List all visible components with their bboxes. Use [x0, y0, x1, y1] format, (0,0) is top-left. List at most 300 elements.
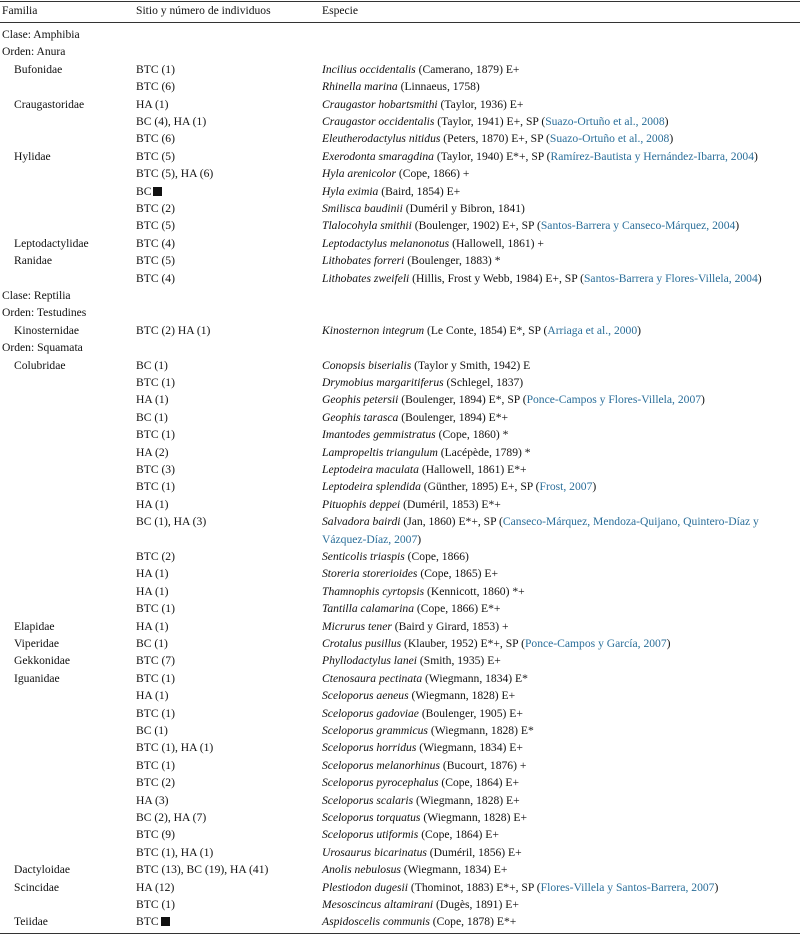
site-text: BTC (5): [136, 149, 175, 163]
table-row: [0, 548, 800, 565]
site-cell: [136, 357, 168, 374]
species-authority: (Duméril y Bibron, 1841): [402, 202, 525, 215]
reference-link[interactable]: Ponce-Campos y Flores-Villela, 2007: [526, 393, 702, 407]
species-authority: (Wiegmann, 1834) E+: [416, 741, 523, 755]
closing-paren: ): [735, 219, 740, 233]
scientific-name: Sceloporus grammicus: [322, 724, 428, 737]
header-especie: Especie: [322, 4, 359, 17]
site-cell: [136, 496, 169, 513]
species-authority: (Taylor y Smith, 1942) E: [411, 358, 531, 372]
species-cell: [322, 235, 544, 252]
species-cell: [322, 792, 520, 809]
scientific-name: Hyla eximia: [322, 184, 379, 198]
site-text: BTC (4): [136, 236, 175, 250]
site-cell: [136, 548, 175, 565]
site-text: BTC (2): [136, 202, 175, 215]
species-cell: [322, 531, 421, 548]
family-cell: Orden: Squamata: [2, 341, 83, 355]
species-authority: (Camerano, 1879) E+: [415, 62, 520, 76]
scientific-name: Phyllodactylus lanei: [322, 654, 417, 668]
table-row: [0, 409, 800, 426]
family-cell: Dactyloidae: [14, 863, 71, 877]
site-cell: [136, 78, 175, 95]
species-authority: (Wiegmann, 1828) E+: [413, 793, 520, 807]
species-authority: (Dugès, 1891) E+: [433, 898, 519, 911]
species-cell: [322, 374, 523, 391]
table-row: [0, 183, 800, 200]
species-cell: [322, 165, 469, 182]
site-text: BC (1): [136, 637, 168, 650]
site-text: BC (2), HA (7): [136, 811, 207, 824]
species-cell: [322, 618, 509, 635]
scientific-name: Thamnophis cyrtopsis: [322, 584, 425, 598]
species-cell: [322, 565, 498, 582]
reference-link[interactable]: Canseco-Márquez, Mendoza-Quijano, Quintero-Díaz y: [502, 515, 759, 529]
scientific-name: Lampropeltis triangulum: [322, 445, 438, 459]
table-row: [0, 792, 800, 809]
species-authority: (Le Conte, 1854) E*, SP (: [424, 323, 548, 337]
table-row: [0, 896, 800, 913]
table-row: [0, 496, 800, 513]
scientific-name: Incilius occidentalis: [322, 62, 416, 76]
site-cell: [136, 861, 268, 878]
site-text: BTC (1), HA (1): [136, 741, 214, 755]
species-authority: (Cope, 1866): [404, 550, 469, 563]
scientific-name: Leptodeira maculata: [322, 463, 419, 476]
family-cell: Clase: Reptilia: [2, 289, 71, 302]
site-text: HA (12): [136, 880, 175, 894]
species-cell: [322, 670, 528, 687]
species-authority: (Hallowell, 1861) +: [449, 236, 544, 250]
site-text: HA (1): [136, 497, 169, 511]
family-cell: Viperidae: [14, 637, 60, 650]
reference-link[interactable]: Ramírez-Bautista y Hernández-Ibarra, 2004: [550, 149, 754, 163]
table-row: [0, 687, 800, 704]
species-authority: (Baird, 1854) E+: [378, 184, 461, 198]
site-cell: [136, 565, 169, 582]
species-authority: (Cope, 1878) E*+: [429, 915, 517, 929]
site-cell: [136, 757, 175, 774]
species-cell: [322, 774, 519, 791]
site-text: BTC (13), BC (19), HA (41): [136, 863, 269, 877]
site-text: BC: [136, 184, 152, 198]
site-text: BTC (1): [136, 671, 175, 685]
table-row: [0, 583, 800, 600]
species-cell: [322, 357, 530, 374]
species-cell: [322, 722, 534, 739]
reference-link[interactable]: Suazo-Ortuño et al., 2008: [545, 115, 665, 128]
site-cell: [136, 113, 206, 130]
site-text: BTC (3): [136, 463, 175, 476]
scientific-name: Senticolis triaspis: [322, 550, 405, 563]
family-cell: Leptodactylidae: [14, 236, 89, 250]
species-cell: [322, 879, 718, 896]
table-row: [0, 844, 800, 861]
species-cell: [322, 583, 525, 600]
species-authority: (Klauber, 1952) E*+, SP (: [401, 637, 525, 650]
reference-link[interactable]: Flores-Villela y Santos-Barrera, 2007: [540, 880, 715, 894]
scientific-name: Geophis petersii: [322, 393, 399, 407]
table-row: [0, 391, 800, 408]
site-cell: [136, 96, 169, 113]
species-authority: (Kennicott, 1860) *+: [424, 584, 525, 598]
site-cell: [136, 687, 169, 704]
site-cell: [136, 374, 175, 391]
family-cell: Iguanidae: [14, 671, 60, 685]
site-text: BC (1): [136, 724, 168, 737]
scientific-name: Exerodonta smaragdina: [322, 149, 434, 163]
species-cell: [322, 635, 671, 652]
scientific-name: Conopsis biserialis: [322, 358, 412, 372]
species-authority: (Bucourt, 1876) +: [439, 758, 527, 772]
table-row: [0, 270, 800, 287]
species-cell: [322, 96, 523, 113]
family-cell: Bufonidae: [14, 62, 63, 76]
site-cell: [136, 130, 175, 147]
species-authority: (Wiegmann, 1828) E+: [420, 811, 527, 824]
table-row: [0, 670, 800, 687]
black-square-icon: [161, 917, 170, 926]
site-cell: [136, 792, 169, 809]
species-authority: (Jan, 1860) E*+, SP (: [400, 515, 503, 529]
species-cell: [322, 426, 508, 443]
species-cell: [322, 200, 525, 217]
scientific-name: Drymobius margaritiferus: [322, 376, 444, 389]
reference-link[interactable]: Santos-Barrera y Canseco-Márquez, 2004: [540, 219, 736, 233]
table-row: [0, 600, 800, 617]
family-cell: Hylidae: [14, 149, 51, 163]
species-cell: [322, 548, 469, 565]
species-authority: (Wiegmann, 1834) E*: [422, 671, 528, 685]
table-row: [0, 78, 800, 95]
species-authority: (Taylor, 1941) E+, SP (: [434, 115, 546, 128]
reference-link[interactable]: Arriaga et al., 2000: [547, 323, 638, 337]
species-authority: (Smith, 1935) E+: [416, 654, 501, 668]
species-cell: [322, 217, 739, 234]
site-text: BTC: [136, 915, 159, 929]
table-row: [0, 826, 800, 843]
closing-paren: ): [592, 480, 597, 494]
scientific-name: Ctenosaura pectinata: [322, 671, 423, 685]
species-authority: (Cope, 1864) E+: [418, 828, 499, 842]
species-authority: (Cope, 1866) +: [395, 167, 470, 181]
table-row: [0, 43, 800, 60]
scientific-name: Leptodeira splendida: [322, 480, 421, 494]
site-text: BTC (1): [136, 898, 175, 911]
site-text: BTC (5), HA (6): [136, 167, 214, 181]
table-row: [0, 444, 800, 461]
site-cell: [136, 826, 175, 843]
site-text: BTC (1): [136, 376, 175, 389]
table-row: [0, 513, 800, 530]
species-authority: (Boulenger, 1883) *: [404, 254, 501, 268]
site-cell: [136, 583, 169, 600]
family-cell: Teiidae: [14, 915, 48, 929]
site-text: BC (1): [136, 410, 168, 424]
table-row: [0, 565, 800, 582]
scientific-name: Leptodactylus melanonotus: [322, 236, 450, 250]
site-text: BTC (1), HA (1): [136, 845, 214, 859]
family-cell: Colubridae: [14, 358, 66, 372]
scientific-name: Rhinella marina: [322, 80, 398, 94]
species-cell: [322, 496, 501, 513]
table-row: [0, 357, 800, 374]
species-authority: (Schlegel, 1837): [443, 376, 524, 389]
site-cell: [136, 235, 175, 252]
site-text: HA (1): [136, 584, 169, 598]
closing-paren: ): [669, 132, 674, 146]
site-text: HA (1): [136, 567, 169, 581]
species-authority: (Baird y Girard, 1853) +: [391, 619, 509, 633]
site-text: HA (3): [136, 793, 169, 807]
site-cell: [136, 444, 169, 461]
table-row: [0, 339, 800, 356]
family-cell: Clase: Amphibia: [2, 28, 80, 41]
table-row: [0, 635, 800, 652]
scientific-name: Sceloporus gadoviae: [322, 706, 419, 720]
header-sitio: Sitio y número de individuos: [136, 4, 271, 17]
site-cell: [136, 670, 175, 687]
reference-link[interactable]: Vázquez-Díaz, 2007: [322, 532, 418, 546]
table-row: [0, 722, 800, 739]
species-authority: (Wiegmann, 1828) E+: [408, 689, 516, 703]
scientific-name: Anolis nebulosus: [322, 863, 401, 877]
species-cell: [322, 252, 501, 269]
black-square-icon: [153, 187, 162, 196]
species-authority: (Thominot, 1883) E*+, SP (: [407, 880, 541, 894]
scientific-name: Kinosternon integrum: [322, 323, 425, 337]
site-cell: [136, 165, 213, 182]
table-row: [0, 739, 800, 756]
closing-paren: ): [664, 115, 669, 128]
species-cell: [322, 478, 596, 495]
family-cell: Orden: Anura: [2, 45, 66, 59]
scientific-name: Crotalus pusillus: [322, 637, 402, 650]
site-text: BC (1), HA (3): [136, 515, 207, 529]
family-cell: Craugastoridae: [14, 97, 85, 111]
scientific-name: Hyla arenicolor: [322, 167, 396, 181]
site-cell: [136, 652, 175, 669]
site-cell: [136, 774, 175, 791]
site-text: BTC (1): [136, 706, 175, 720]
family-cell: Scincidae: [14, 880, 60, 894]
species-cell: [322, 826, 499, 843]
site-cell: [136, 200, 175, 217]
table-row: [0, 374, 800, 391]
site-cell: [136, 426, 175, 443]
species-cell: [322, 444, 531, 461]
site-cell: [136, 809, 206, 826]
reference-link[interactable]: Ponce-Campos y García, 2007: [524, 637, 667, 650]
site-cell: [136, 879, 174, 896]
species-authority: (Taylor, 1940) E*+, SP (: [433, 149, 551, 163]
scientific-name: Sceloporus scalaris: [322, 793, 414, 807]
site-text: BTC (6): [136, 80, 175, 94]
species-authority: (Cope, 1865) E+: [417, 567, 499, 581]
reference-link[interactable]: Santos-Barrera y Flores-Villela, 2004: [583, 271, 758, 285]
site-cell: [136, 913, 170, 930]
species-cell: [322, 513, 759, 530]
species-authority: (Duméril, 1853) E*+: [400, 497, 501, 511]
scientific-name: Pituophis deppei: [322, 497, 401, 511]
table-row: [0, 96, 800, 113]
reference-link[interactable]: Suazo-Ortuño et al., 2008: [549, 132, 670, 146]
closing-paren: ): [637, 323, 642, 337]
table-row: [0, 705, 800, 722]
scientific-name: Tantilla calamarina: [322, 602, 415, 616]
table-row: [0, 757, 800, 774]
scientific-name: Aspidoscelis communis: [322, 915, 430, 929]
site-cell: [136, 270, 175, 287]
species-authority: (Boulenger, 1902) E+, SP (: [411, 219, 541, 233]
site-cell: [136, 61, 175, 78]
table-row: [0, 531, 800, 548]
site-text: BC (1): [136, 358, 168, 372]
site-text: BTC (2): [136, 776, 175, 790]
site-text: BTC (4): [136, 271, 175, 285]
species-cell: [322, 78, 480, 95]
header-familia: Familia: [2, 4, 38, 17]
table-row: [0, 148, 800, 165]
species-authority: (Duméril, 1856) E+: [426, 845, 522, 859]
scientific-name: Sceloporus utiformis: [322, 828, 419, 842]
site-cell: [136, 148, 175, 165]
species-cell: [322, 322, 641, 339]
site-cell: [136, 600, 175, 617]
site-cell: [136, 618, 169, 635]
site-text: BTC (5): [136, 254, 175, 268]
closing-paren: ): [701, 393, 705, 407]
species-authority: (Wiegmann, 1834) E+: [400, 863, 508, 877]
species-authority: (Cope, 1864) E+: [438, 776, 520, 790]
species-cell: [322, 61, 519, 78]
closing-paren: ): [757, 271, 762, 285]
species-cell: [322, 270, 762, 287]
species-cell: [322, 913, 516, 930]
site-text: BTC (1): [136, 62, 175, 76]
species-cell: [322, 757, 526, 774]
table-row: [0, 252, 800, 269]
site-cell: [136, 183, 162, 200]
family-cell: Elapidae: [14, 619, 55, 633]
species-authority: (Linnaeus, 1758): [397, 80, 480, 94]
site-cell: [136, 409, 168, 426]
scientific-name: Craugastor occidentalis: [322, 115, 435, 128]
species-cell: [322, 705, 523, 722]
closing-paren: ): [714, 880, 719, 894]
table-row: [0, 652, 800, 669]
species-cell: [322, 687, 515, 704]
reference-link[interactable]: Frost, 2007: [539, 480, 593, 494]
scientific-name: Eleutherodactylus nitidus: [322, 132, 441, 146]
species-authority: (Wiegmann, 1828) E*: [427, 724, 534, 737]
species-authority: (Cope, 1866) E*+: [414, 602, 501, 616]
site-cell: [136, 844, 213, 861]
table-row: [0, 235, 800, 252]
species-cell: [322, 409, 508, 426]
table-row: [0, 461, 800, 478]
site-text: HA (1): [136, 619, 169, 633]
header-rule: [0, 22, 800, 23]
table-row: [0, 200, 800, 217]
table-row: [0, 426, 800, 443]
scientific-name: Mesoscincus altamirani: [322, 898, 434, 911]
species-authority: (Hallowell, 1861) E*+: [418, 463, 527, 476]
family-cell: Orden: Testudines: [2, 306, 87, 320]
site-cell: [136, 391, 169, 408]
scientific-name: Sceloporus pyrocephalus: [322, 776, 439, 790]
site-cell: [136, 461, 175, 478]
species-cell: [322, 461, 527, 478]
scientific-name: Sceloporus aeneus: [322, 689, 409, 703]
species-cell: [322, 148, 758, 165]
species-cell: [322, 652, 501, 669]
scientific-name: Smilisca baudinii: [322, 202, 403, 215]
table-row: [0, 287, 800, 304]
table-row: [0, 165, 800, 182]
site-cell: [136, 513, 206, 530]
table-row: [0, 809, 800, 826]
scientific-name: Urosaurus bicarinatus: [322, 845, 427, 859]
family-cell: Ranidae: [14, 254, 52, 268]
site-cell: [136, 635, 168, 652]
site-text: BTC (1): [136, 758, 175, 772]
site-text: BC (4), HA (1): [136, 115, 207, 128]
scientific-name: Sceloporus horridus: [322, 741, 417, 755]
site-cell: [136, 739, 213, 756]
table-row: [0, 26, 800, 43]
species-cell: [322, 113, 669, 130]
species-cell: [322, 861, 507, 878]
species-authority: (Boulenger, 1905) E+: [418, 706, 523, 720]
species-cell: [322, 809, 527, 826]
scientific-name: Sceloporus torquatus: [322, 811, 421, 824]
species-authority: (Boulenger, 1894) E*+: [398, 410, 509, 424]
site-cell: [136, 478, 175, 495]
scientific-name: Plestiodon dugesii: [322, 880, 408, 894]
scientific-name: Geophis tarasca: [322, 410, 399, 424]
species-authority: (Hillis, Frost y Webb, 1984) E+, SP (: [409, 271, 584, 285]
species-cell: [322, 391, 705, 408]
table-row: [0, 304, 800, 321]
table-row: [0, 322, 800, 339]
species-authority: (Lacépède, 1789) *: [437, 445, 531, 459]
site-cell: [136, 252, 175, 269]
site-text: BTC (1): [136, 602, 175, 616]
site-text: BTC (7): [136, 654, 175, 668]
scientific-name: Salvadora bairdi: [322, 515, 401, 529]
scientific-name: Lithobates zweifeli: [322, 271, 410, 285]
scientific-name: Lithobates forreri: [322, 254, 405, 268]
species-authority: (Taylor, 1936) E+: [437, 97, 524, 111]
table-row: [0, 113, 800, 130]
closing-paren: ): [754, 149, 758, 163]
table-row: [0, 130, 800, 147]
site-text: BTC (9): [136, 828, 175, 842]
species-authority: (Boulenger, 1894) E*, SP (: [398, 393, 527, 407]
scientific-name: Micrurus tener: [322, 619, 392, 633]
site-cell: [136, 322, 210, 339]
table-row: [0, 618, 800, 635]
species-cell: [322, 130, 673, 147]
scientific-name: Tlalocohyla smithii: [322, 219, 412, 233]
species-authority: (Günther, 1895) E+, SP (: [420, 480, 540, 494]
scientific-name: Imantodes gemmistratus: [322, 428, 436, 442]
table-row: [0, 217, 800, 234]
species-cell: [322, 896, 519, 913]
site-text: HA (2): [136, 445, 169, 459]
closing-paren: ): [666, 637, 671, 650]
